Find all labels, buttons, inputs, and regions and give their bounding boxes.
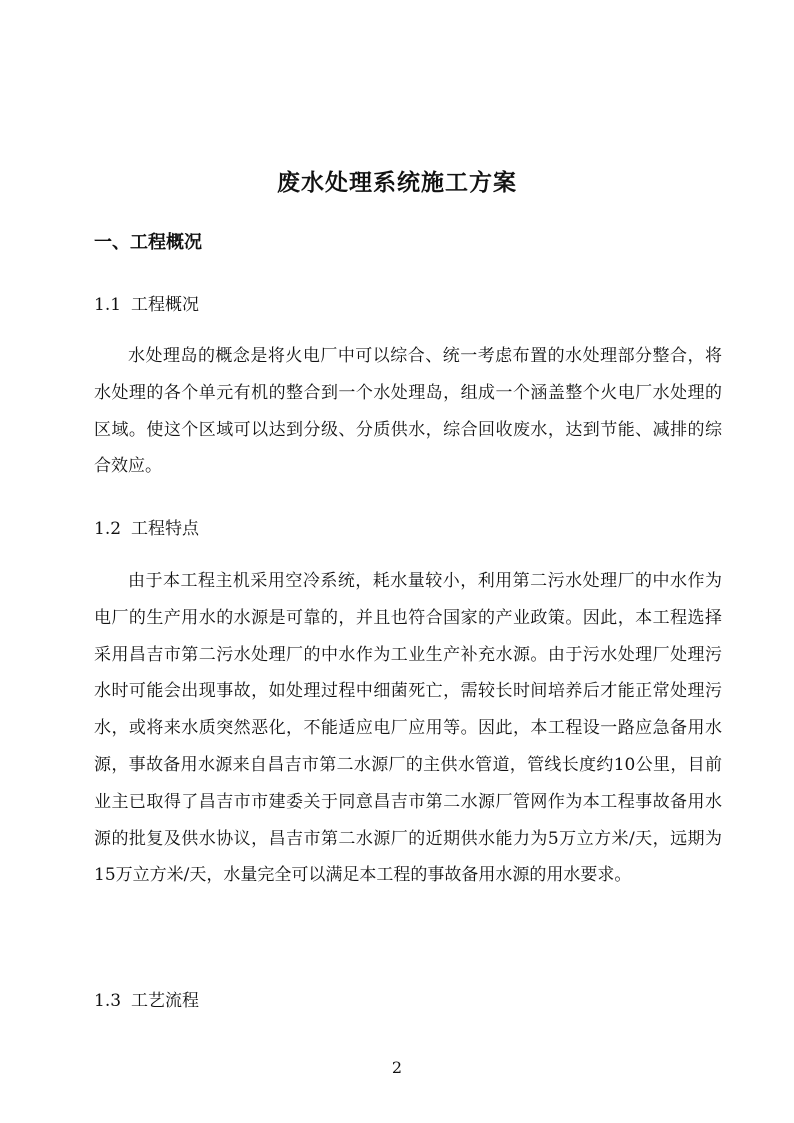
section-heading-overview: 一、工程概况 bbox=[94, 232, 202, 253]
subsection-heading-1-2 bbox=[94, 514, 199, 544]
subsection-number: 1.2 bbox=[94, 519, 122, 539]
subsection-title: 工程特点 bbox=[131, 519, 200, 539]
paragraph-overview: 水处理岛的概念是将火电厂中可以综合、统一考虑布置的水处理部分整合，将水处理的各个单元有机的整合到一个水处理岛，组成一个涵盖整个火电厂水处理的区域。使这个区域可以达到分级、分质供水，综合回收废水，达到节能、减排的综合效应。 bbox=[94, 346, 722, 477]
document-title: 废水处理系统施工方案 bbox=[277, 169, 517, 196]
paragraph-features: 由于本工程主机采用空冷系统，耗水量较小，利用第二污水处理厂的中水作为电厂的生产用水的水源是可靠的，并且也符合国家的产业政策。因此，本工程选择采用昌吉市第二污水处理厂的中水作为工业生产补充水源。由于污水处理厂处理污水时可能会出现事故，如处理过程中细菌死亡，需较长时间培养后才能正常处理污水，或将来水质突然恶化，不能适应电厂应用等。因此，本工程设一路应急备用水源，事故备用水源来自昌吉市第二水源厂的主供水管道，管线长度约10公里，目前业主已取得了昌吉市市建委关于同意昌吉市第二水源厂管网作为本工程事故备用水源的批复及供水协议，昌吉市第二水源厂的近期供水能力为5万立方米/天，远期为15万立方米/天，水量完全可以满足本工程的事故备用水源的用水要求。 bbox=[94, 571, 722, 886]
subsection-heading-1-3 bbox=[94, 986, 199, 1016]
subsection-title: 工艺流程 bbox=[131, 991, 200, 1011]
page-number: 2 bbox=[391, 1058, 403, 1077]
subsection-heading-1-1 bbox=[94, 290, 199, 320]
subsection-number: 1.3 bbox=[94, 991, 122, 1011]
subsection-number: 1.1 bbox=[94, 295, 122, 315]
subsection-title: 工程概况 bbox=[131, 295, 200, 315]
